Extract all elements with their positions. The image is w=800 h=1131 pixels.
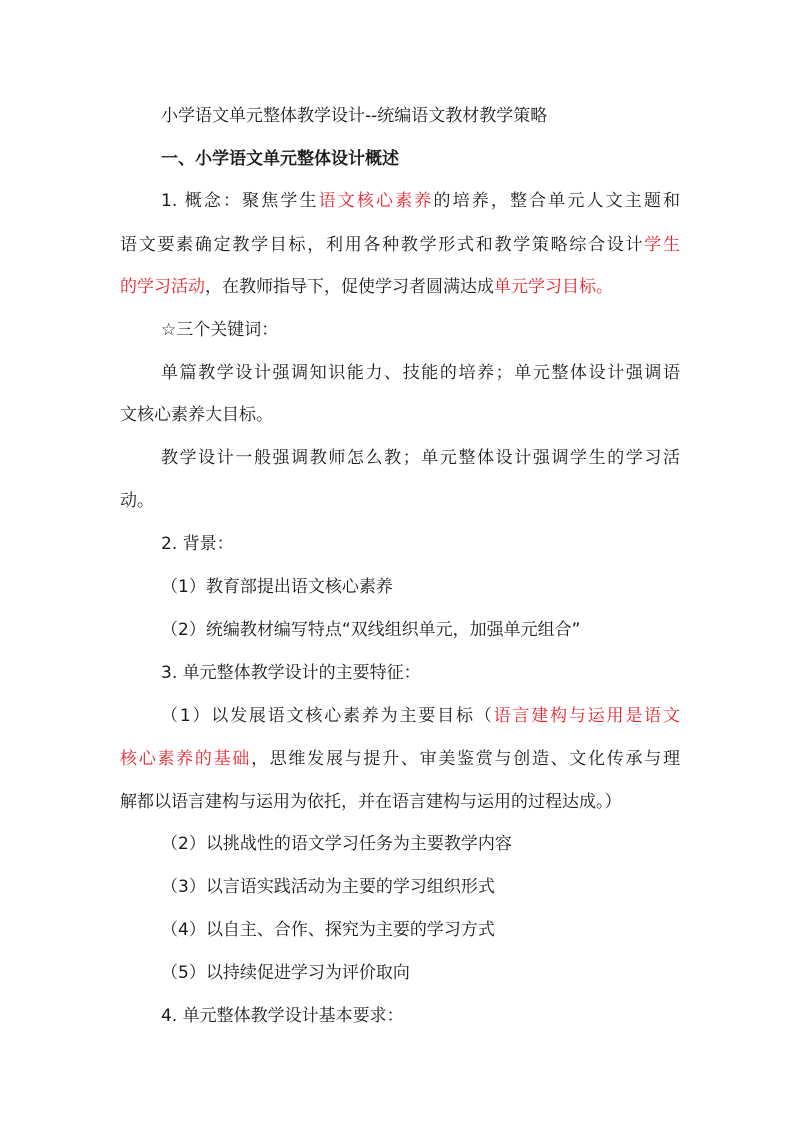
concept-text: ，在教师指导下，促使学习者圆满达成 — [205, 277, 494, 297]
highlight-core-literacy: 语文核心素养 — [318, 191, 434, 211]
feature-2: （2）以挑战性的语文学习任务为主要教学内容 — [161, 834, 512, 854]
background-item-1: （1）教育部提出语文核心素养 — [161, 577, 393, 597]
concept-text: 的培养，整合单元人文主题和 — [433, 191, 681, 211]
concept-line-1 — [161, 189, 680, 213]
feature-text: （1）以发展语文核心素养为主要目标（ — [161, 706, 494, 726]
highlight-foundation: 核心素养的基础 — [120, 749, 252, 769]
feature-1-line-1 — [161, 704, 680, 728]
keywords-paragraph-1-line-1: 单篇教学设计强调知识能力、技能的培养；单元整体设计强调语 — [161, 363, 680, 383]
section-heading-overview: 一、小学语文单元整体设计概述 — [161, 149, 399, 169]
requirements-title: 4. 单元整体教学设计基本要求： — [161, 1006, 404, 1026]
feature-1-line-2 — [120, 747, 680, 771]
highlight-learning-activity: 的学习活动 — [120, 277, 205, 297]
feature-3: （3）以言语实践活动为主要的学习组织形式 — [161, 877, 495, 897]
background-title: 2. 背景： — [161, 534, 234, 554]
keywords-title: ☆三个关键词： — [161, 320, 279, 340]
keywords-paragraph-2-line-1: 教学设计一般强调教师怎么教；单元整体设计强调学生的学习活 — [161, 448, 680, 468]
highlight-student: 学生 — [644, 235, 681, 255]
feature-1-line-3: 解都以语言建构与运用为依托，并在语言建构与运用的过程达成。） — [120, 792, 622, 812]
keywords-paragraph-2-line-2: 动。 — [120, 491, 154, 511]
keywords-paragraph-1-line-2: 文核心素养大目标。 — [120, 405, 273, 425]
document-title: 小学语文单元整体教学设计--统编语文教材教学策略 — [161, 106, 548, 126]
feature-text: ，思维发展与提升、审美鉴赏与创造、文化传承与理 — [251, 749, 681, 769]
feature-4: （4）以自主、合作、探究为主要的学习方式 — [161, 920, 495, 940]
highlight-language-construction: 语言建构与运用是语文 — [493, 706, 680, 726]
highlight-unit-goal: 单元学习目标。 — [494, 277, 613, 297]
background-item-2: （2）统编教材编写特点“双线组织单元，加强单元组合” — [161, 620, 581, 640]
concept-line-2 — [120, 233, 680, 257]
concept-text: 语文要素确定教学目标，利用各种教学形式和教学策略综合设计 — [120, 235, 645, 255]
concept-line-3 — [120, 275, 613, 299]
features-title: 3. 单元整体教学设计的主要特征： — [161, 663, 421, 683]
concept-label: 1. 概念：聚焦学生 — [161, 191, 319, 211]
feature-5: （5）以持续促进学习为评价取向 — [161, 963, 410, 983]
